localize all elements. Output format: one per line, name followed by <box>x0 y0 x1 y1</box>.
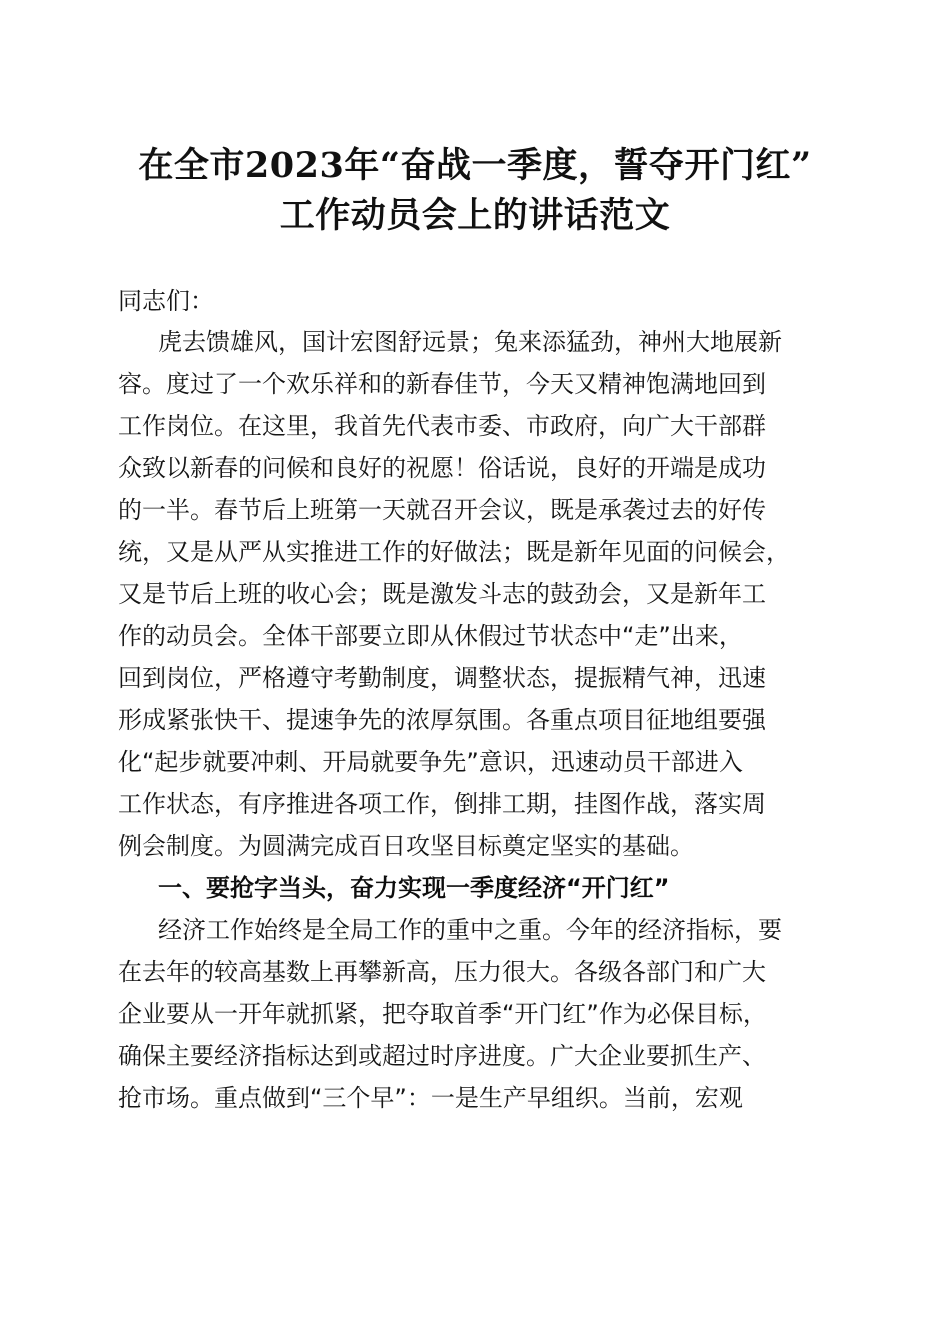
paragraph-line: 容。度过了一个欢乐祥和的新春佳节，今天又精神饱满地回到 <box>118 370 766 398</box>
paragraph-line: 例会制度。为圆满完成百日攻坚目标奠定坚实的基础。 <box>118 832 694 860</box>
paragraph-line: 工作状态，有序推进各项工作，倒排工期，挂图作战，落实周 <box>118 790 766 818</box>
paragraph-line: 众致以新春的问候和良好的祝愿！俗话说，良好的开端是成功 <box>118 454 766 482</box>
document-title-line-2: 工作动员会上的讲话范文 <box>279 195 671 236</box>
paragraph-line: 统，又是从严从实推进工作的好做法；既是新年见面的问候会， <box>118 538 790 566</box>
paragraph-line: 化“起步就要冲刺、开局就要争先”意识，迅速动员干部进入 <box>118 748 743 776</box>
paragraph-line: 企业要从一开年就抓紧，把夺取首季“开门红”作为必保目标， <box>118 1000 767 1028</box>
paragraph-line: 虎去馈雄风，国计宏图舒远景；兔来添猛劲，神州大地展新 <box>158 328 782 356</box>
paragraph-line: 在去年的较高基数上再攀新高，压力很大。各级各部门和广大 <box>118 958 766 986</box>
paragraph-line: 工作岗位。在这里，我首先代表市委、市政府，向广大干部群 <box>118 412 766 440</box>
section-heading: 一、要抢字当头，奋力实现一季度经济“开门红” <box>158 874 670 902</box>
paragraph-line: 形成紧张快干、提速争先的浓厚氛围。各重点项目征地组要强 <box>118 706 766 734</box>
paragraph-line: 回到岗位，严格遵守考勤制度，调整状态，提振精气神，迅速 <box>118 664 766 692</box>
paragraph-line: 抢市场。重点做到“三个早”：一是生产早组织。当前，宏观 <box>118 1084 743 1112</box>
salutation: 同志们： <box>118 287 214 315</box>
paragraph-line: 的一半。春节后上班第一天就召开会议，既是承袭过去的好传 <box>118 496 766 524</box>
document-title-line-1: 在全市2023年“奋战一季度，誓夺开门红” <box>138 145 812 186</box>
paragraph-line: 经济工作始终是全局工作的重中之重。今年的经济指标，要 <box>158 916 782 944</box>
paragraph-line: 确保主要经济指标达到或超过时序进度。广大企业要抓生产、 <box>118 1042 766 1070</box>
paragraph-line: 又是节后上班的收心会；既是激发斗志的鼓劲会，又是新年工 <box>118 580 766 608</box>
paragraph-line: 作的动员会。全体干部要立即从休假过节状态中“走”出来， <box>118 622 743 650</box>
